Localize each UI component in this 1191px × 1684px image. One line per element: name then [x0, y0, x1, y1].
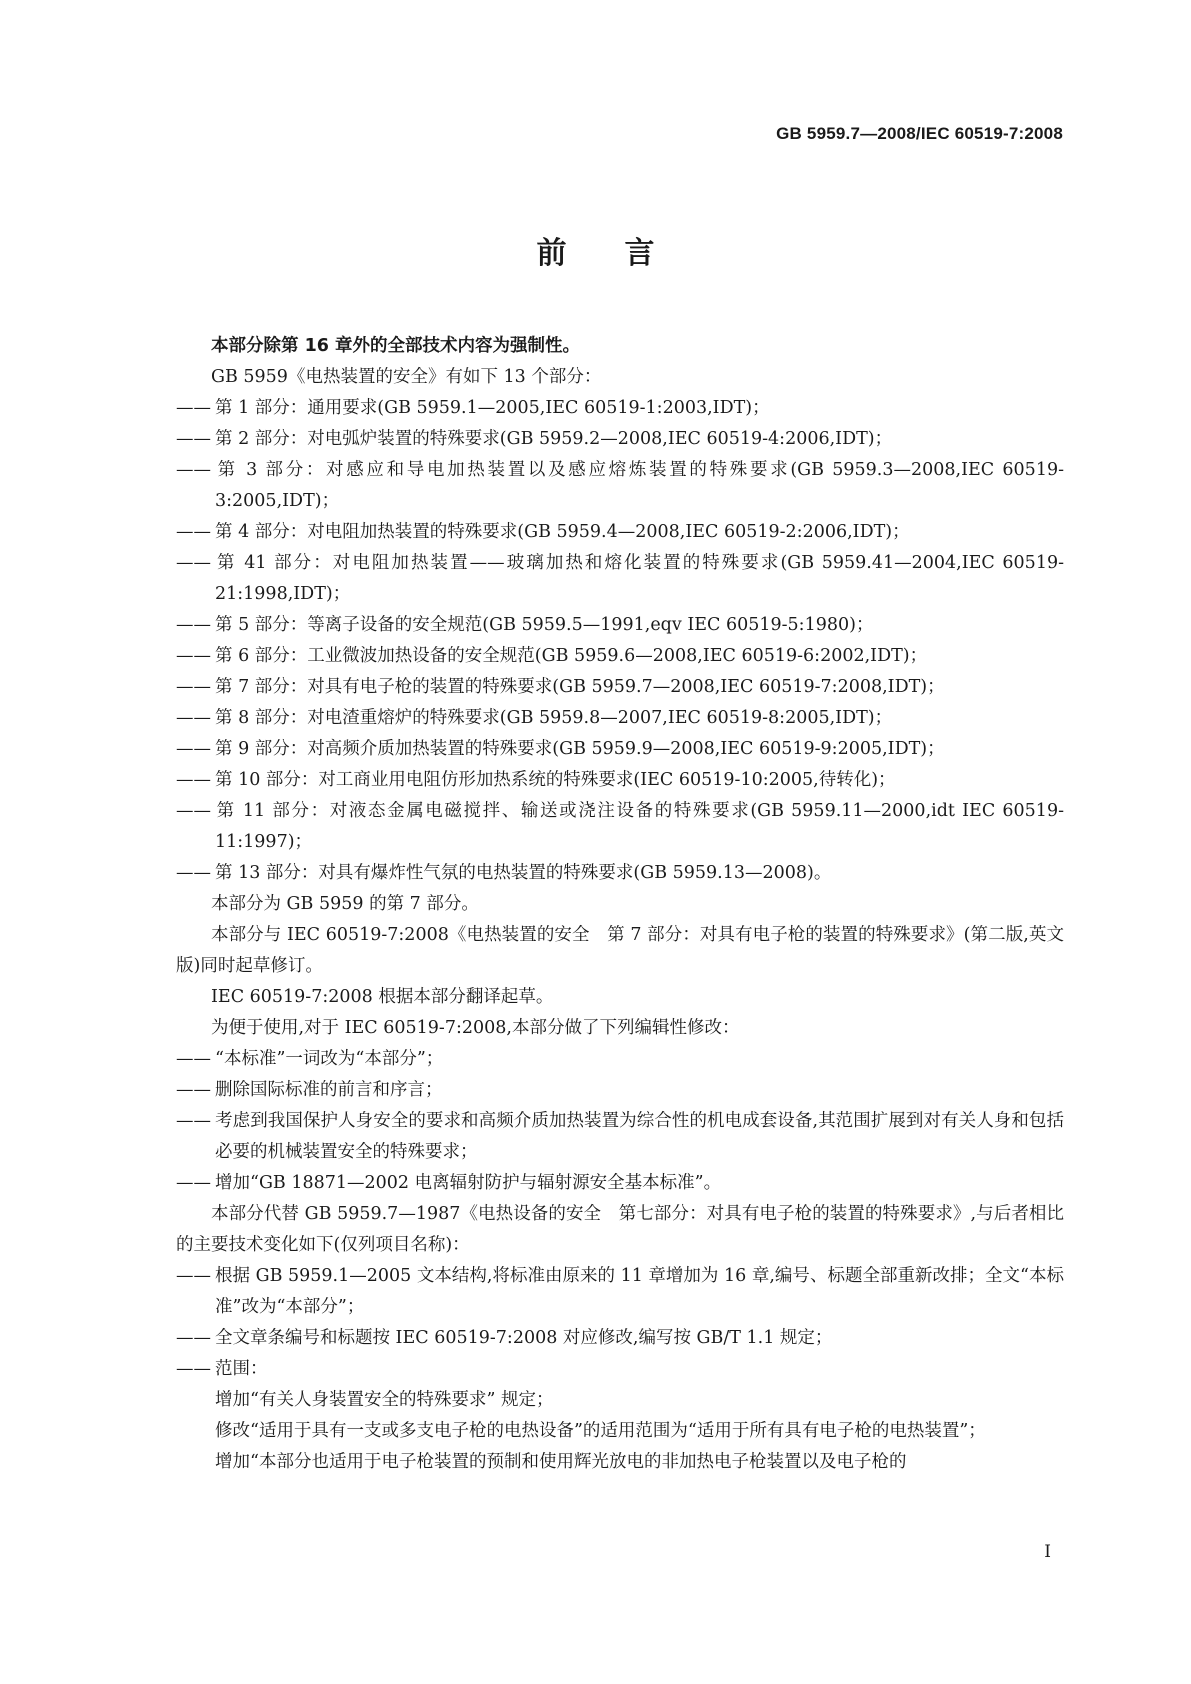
list-item: —— 第 10 部分：对工商业用电阻仿形加热系统的特殊要求(IEC 60519-10:2005,待转化)；: [176, 765, 1064, 796]
paragraph: 本部分代替 GB 5959.7—1987《电热设备的安全 第七部分：对具有电子枪的装置的特殊要求》,与后者相比的主要技术变化如下(仅列项目名称)：: [176, 1204, 1064, 1255]
list-item: —— 删除国际标准的前言和序言；: [176, 1075, 1064, 1106]
standard-code-header: GB 5959.7—2008/IEC 60519-7:2008: [776, 124, 1063, 143]
list-item: —— 第 4 部分：对电阻加热装置的特殊要求(GB 5959.4—2008,IEC 60519-2:2006,IDT)；: [176, 517, 1064, 548]
sub-list-item: 修改“适用于具有一支或多支电子枪的电热设备”的适用范围为“适用于所有具有电子枪的电热装置”；: [215, 1421, 986, 1441]
list-item: —— 第 2 部分：对电弧炉装置的特殊要求(GB 5959.2—2008,IEC 60519-4:2006,IDT)；: [176, 424, 1064, 455]
list-item: —— 范围：: [176, 1354, 1064, 1385]
list-item: —— 全文章条编号和标题按 IEC 60519-7:2008 对应修改,编写按 GB/T 1.1 规定；: [176, 1323, 1064, 1354]
dash-mark: ——: [176, 460, 211, 480]
dash-mark: ——: [176, 553, 211, 573]
dash-mark: ——: [176, 1111, 211, 1131]
sub-list-item: 增加“有关人身装置安全的特殊要求” 规定；: [215, 1390, 554, 1410]
page-title: 前言: [536, 236, 713, 271]
dash-mark: ——: [176, 646, 211, 666]
paragraph: 本部分为 GB 5959 的第 7 部分。: [211, 894, 479, 914]
list-item: —— 第 9 部分：对高频介质加热装置的特殊要求(GB 5959.9—2008,IEC 60519-9:2005,IDT)；: [176, 734, 1064, 765]
paragraph: IEC 60519-7:2008 根据本部分翻译起草。: [211, 987, 554, 1007]
dash-mark: ——: [176, 1266, 211, 1286]
dash-mark: ——: [176, 1080, 211, 1100]
page-number: I: [1044, 1542, 1051, 1562]
dash-mark: ——: [176, 708, 211, 728]
list-item: —— 第 11 部分：对液态金属电磁搅拌、输送或浇注设备的特殊要求(GB 5959.11—2000,idt IEC 60519-11:1997)；: [176, 796, 1064, 858]
list-item: —— 考虑到我国保护人身安全的要求和高频介质加热装置为综合性的机电成套设备,其范围扩展到对有关人身和包括必要的机械装置安全的特殊要求；: [176, 1106, 1064, 1168]
dash-mark: ——: [176, 1173, 211, 1193]
dash-mark: ——: [176, 739, 211, 759]
list-item: —— 第 6 部分：工业微波加热设备的安全规范(GB 5959.6—2008,IEC 60519-6:2002,IDT)；: [176, 641, 1064, 672]
list-item: —— 第 8 部分：对电渣重熔炉的特殊要求(GB 5959.8—2007,IEC 60519-8:2005,IDT)；: [176, 703, 1064, 734]
list-item: —— “本标准”一词改为“本部分”；: [176, 1044, 1064, 1075]
dash-mark: ——: [176, 429, 211, 449]
list-item: —— 第 1 部分：通用要求(GB 5959.1—2005,IEC 60519-1:2003,IDT)；: [176, 393, 1064, 424]
dash-mark: ——: [176, 677, 211, 697]
list-item: —— 第 3 部分：对感应和导电加热装置以及感应熔炼装置的特殊要求(GB 5959.3—2008,IEC 60519-3:2005,IDT)；: [176, 455, 1064, 517]
paragraph: 为便于使用,对于 IEC 60519-7:2008,本部分做了下列编辑性修改：: [211, 1018, 740, 1038]
dash-mark: ——: [176, 1049, 211, 1069]
list-item: —— 第 41 部分：对电阻加热装置——玻璃加热和熔化装置的特殊要求(GB 5959.41—2004,IEC 60519-21:1998,IDT)；: [176, 548, 1064, 610]
paragraph-mandatory-statement: 本部分除第 16 章外的全部技术内容为强制性。: [211, 336, 581, 356]
dash-mark: ——: [176, 863, 211, 883]
sub-list-item: 增加“本部分也适用于电子枪装置的预制和使用辉光放电的非加热电子枪装置以及电子枪的: [215, 1452, 907, 1472]
list-item: —— 第 13 部分：对具有爆炸性气氛的电热装置的特殊要求(GB 5959.13—2008)。: [176, 858, 1064, 889]
list-item: —— 第 5 部分：等离子设备的安全规范(GB 5959.5—1991,eqv IEC 60519-5:1980)；: [176, 610, 1064, 641]
dash-mark: ——: [176, 1328, 211, 1348]
dash-mark: ——: [176, 770, 211, 790]
list-item: —— 根据 GB 5959.1—2005 文本结构,将标准由原来的 11 章增加为 16 章,编号、标题全部重新改排；全文“本标准”改为“本部分”；: [176, 1261, 1064, 1323]
paragraph-parts-intro: GB 5959《电热装置的安全》有如下 13 个部分：: [211, 367, 602, 387]
dash-mark: ——: [176, 801, 211, 821]
list-item: —— 第 7 部分：对具有电子枪的装置的特殊要求(GB 5959.7—2008,IEC 60519-7:2008,IDT)；: [176, 672, 1064, 703]
list-item: —— 增加“GB 18871—2002 电离辐射防护与辐射源安全基本标准”。: [176, 1168, 1064, 1199]
dash-mark: ——: [176, 398, 211, 418]
document-body: [176, 331, 1064, 1478]
dash-mark: ——: [176, 1359, 211, 1379]
dash-mark: ——: [176, 522, 211, 542]
dash-mark: ——: [176, 615, 211, 635]
paragraph: 本部分与 IEC 60519-7:2008《电热装置的安全 第 7 部分：对具有电子枪的装置的特殊要求》(第二版,英文版)同时起草修订。: [176, 925, 1064, 976]
